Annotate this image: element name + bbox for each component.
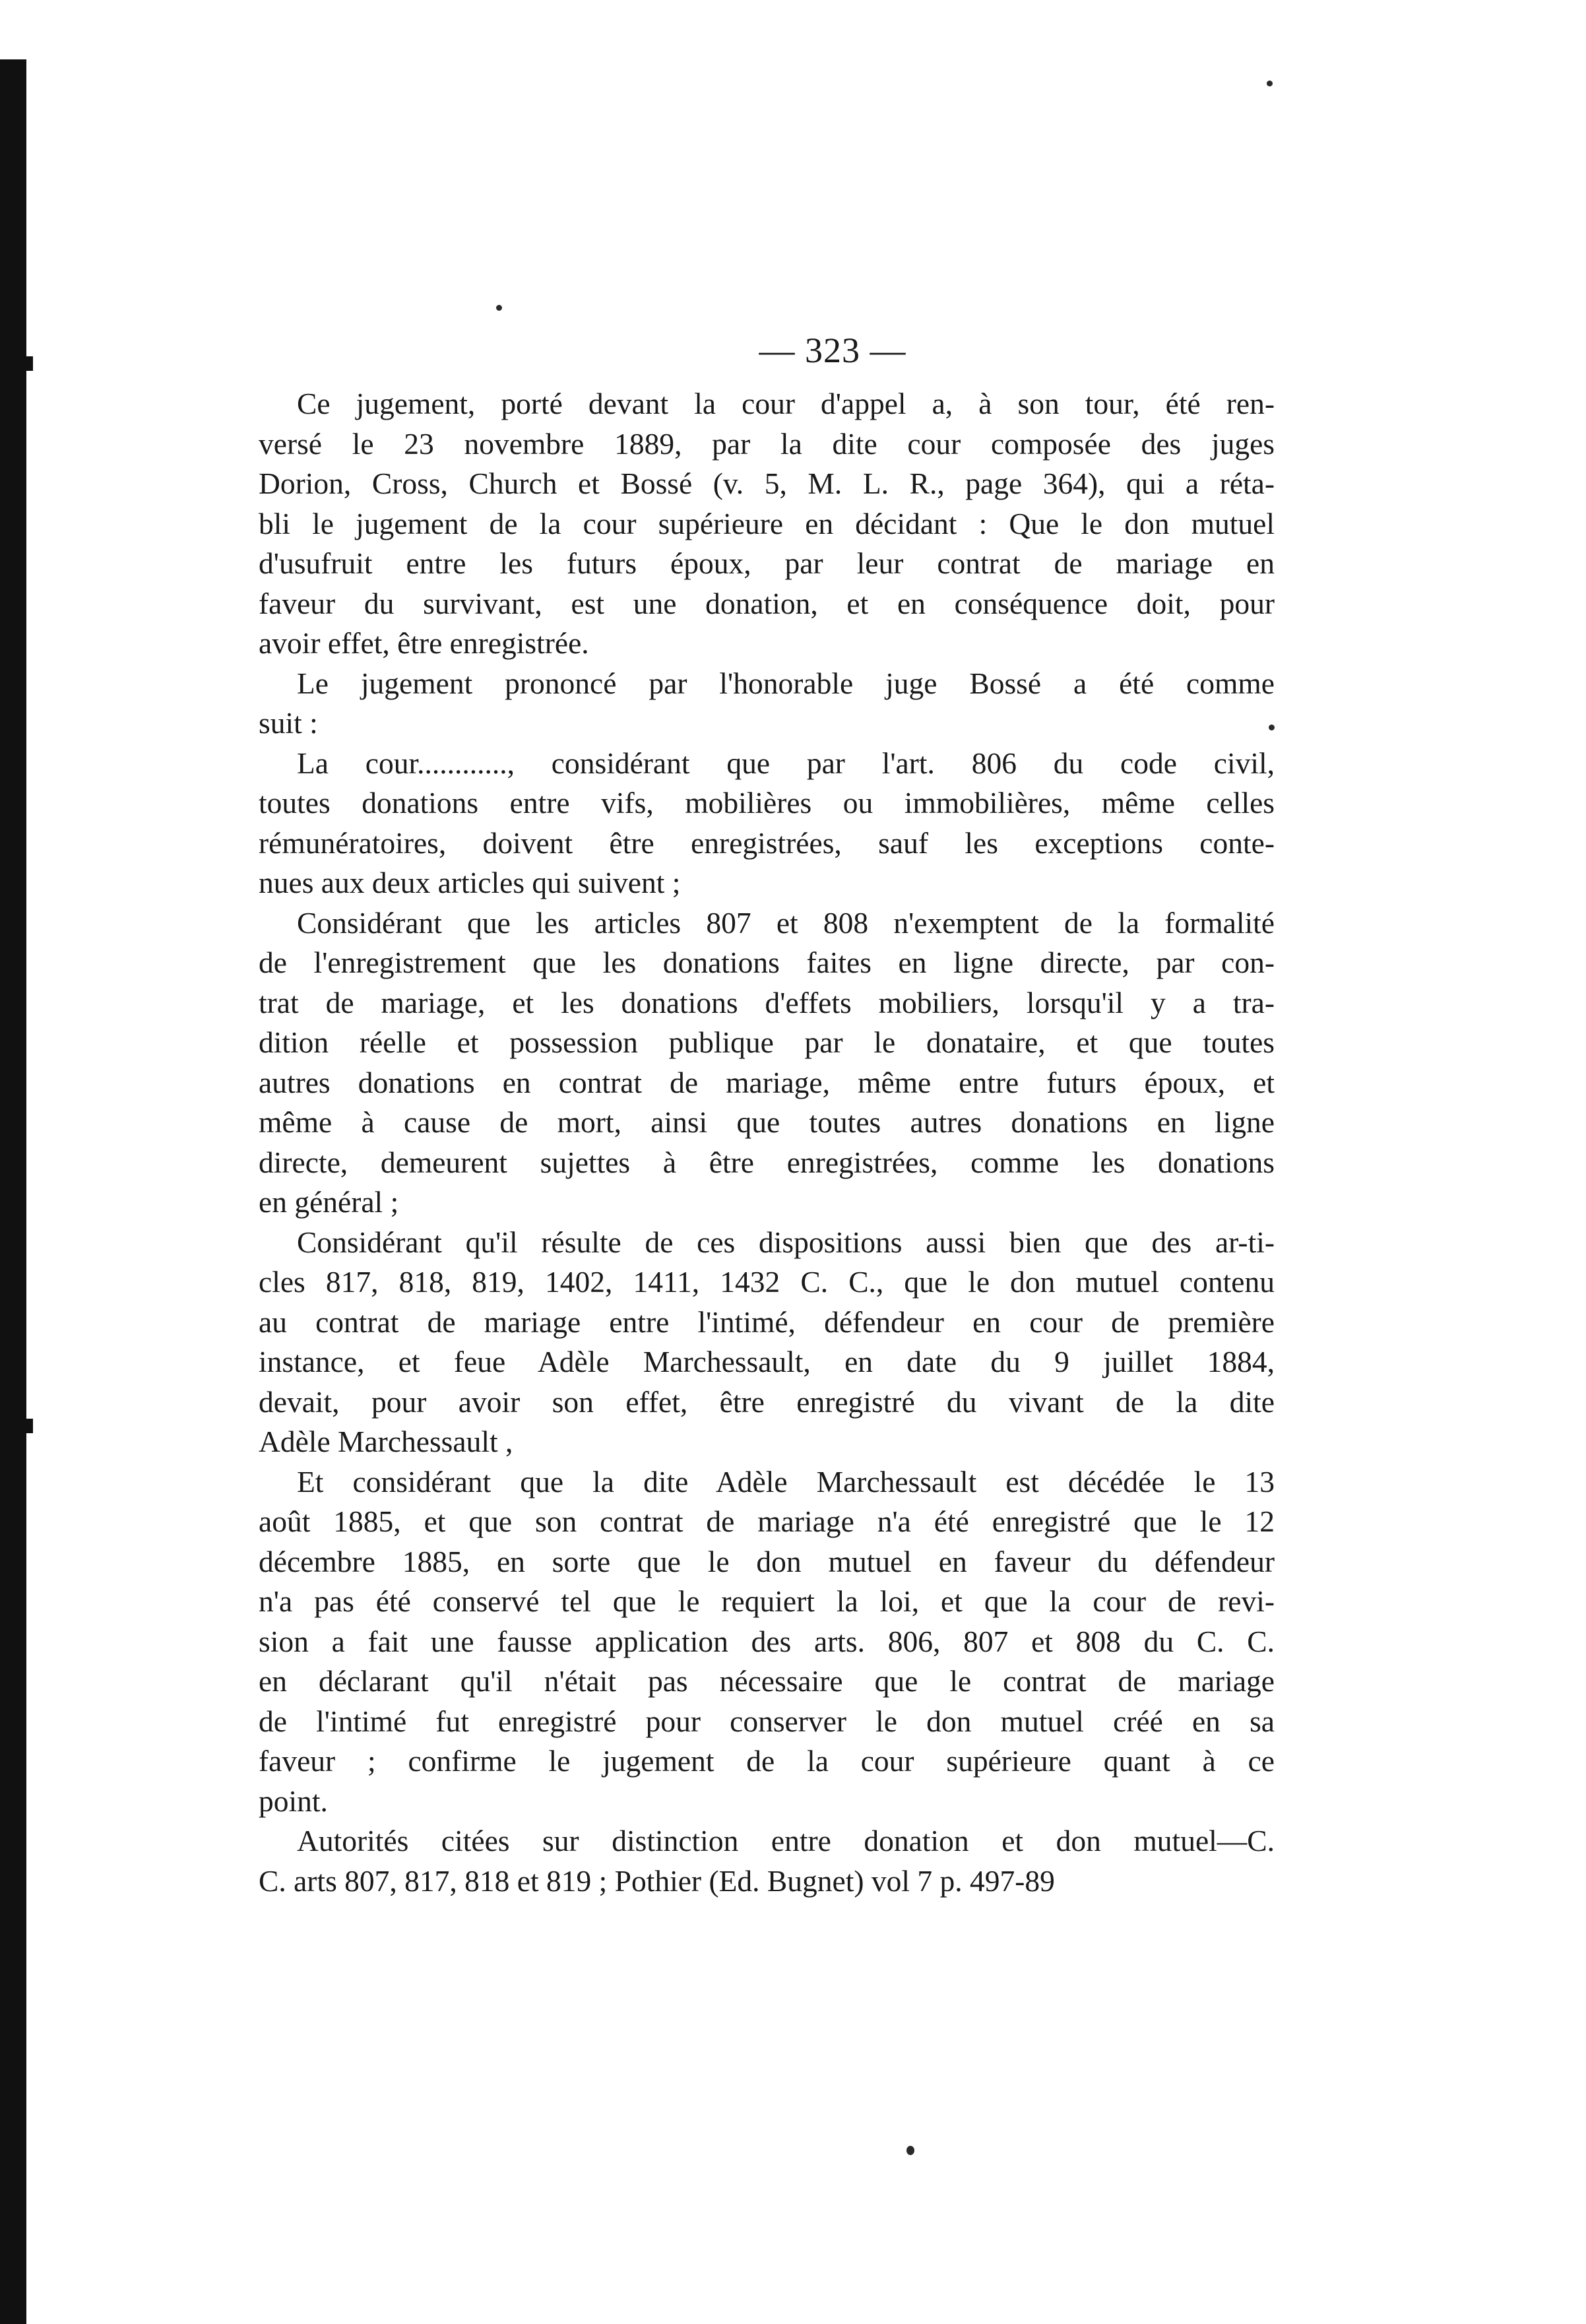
paragraph-p6 xyxy=(259,1462,1275,1822)
text-line: Le jugement prononcé par l'honorable juge Bossé a été comme xyxy=(297,666,1275,700)
text-line: versé le 23 novembre 1889, par la dite cour composée des juges xyxy=(259,426,1275,461)
text-line: août 1885, et que son contrat de mariage n'a été enregistré que le 12 xyxy=(259,1504,1275,1538)
text-line: Adèle Marchessault , xyxy=(259,1425,513,1458)
text-line: Considérant qu'il résulte de ces dispositions aussi bien que des ar-ti- xyxy=(297,1225,1275,1259)
paragraph-p1 xyxy=(259,384,1275,664)
text-line: directe, demeurent sujettes à être enregistrées, comme les donations xyxy=(259,1145,1275,1179)
text-line: Considérant que les articles 807 et 808 n'exemptent de la formalité xyxy=(297,905,1275,940)
text-line: en général ; xyxy=(259,1185,399,1219)
paragraph-p7 xyxy=(259,1821,1275,1901)
text-line: faveur ; confirme le jugement de la cour supérieure quant à ce xyxy=(259,1744,1275,1778)
paragraph-p5 xyxy=(259,1223,1275,1462)
text-line: au contrat de mariage entre l'intimé, défendeur en cour de première xyxy=(259,1305,1275,1339)
text-line: de l'intimé fut enregistré pour conserver le don mutuel créé en sa xyxy=(259,1704,1275,1738)
text-line: point. xyxy=(259,1784,328,1818)
binding-notch-mark xyxy=(24,1419,33,1433)
scan-speck xyxy=(906,2146,914,2155)
text-line: décembre 1885, en sorte que le don mutuel en faveur du défendeur xyxy=(259,1544,1275,1578)
text-line: faveur du survivant, est une donation, et en conséquence doit, pour xyxy=(259,586,1275,620)
text-line: suit : xyxy=(259,706,318,740)
text-line: autres donations en contrat de mariage, même entre futurs époux, et xyxy=(259,1065,1275,1099)
text-line: avoir effet, être enregistrée. xyxy=(259,626,589,660)
text-line: d'usufruit entre les futurs époux, par leur contrat de mariage en xyxy=(259,546,1275,580)
text-line: même à cause de mort, ainsi que toutes autres donations en ligne xyxy=(259,1105,1275,1139)
text-line: instance, et feue Adèle Marchessault, en date du 9 juillet 1884, xyxy=(259,1345,1275,1378)
text-line: trat de mariage, et les donations d'effets mobiliers, lorsqu'il y a tra- xyxy=(259,985,1275,1019)
document-body-text xyxy=(259,384,1275,1901)
text-line: sion a fait une fausse application des arts. 806, 807 et 808 du C. C. xyxy=(259,1624,1275,1658)
text-line: dition réelle et possession publique par le donataire, et que toutes xyxy=(259,1025,1275,1059)
text-line: bli le jugement de la cour supérieure en décidant : Que le don mutuel xyxy=(259,506,1275,540)
text-line: rémunératoires, doivent être enregistrées, sauf les exceptions conte- xyxy=(259,825,1275,860)
text-line: La cour............, considérant que par l'art. 806 du code civil, xyxy=(297,746,1275,780)
text-line: Ce jugement, porté devant la cour d'appel a, à son tour, été ren- xyxy=(297,387,1275,420)
text-line: de l'enregistrement que les donations faites en ligne directe, par con- xyxy=(259,946,1275,979)
text-line: cles 817, 818, 819, 1402, 1411, 1432 C. C., que le don mutuel contenu xyxy=(259,1265,1275,1299)
scan-speck xyxy=(496,305,502,311)
page-number: — 323 — xyxy=(759,331,906,370)
page-binding-edge xyxy=(0,59,26,2324)
text-line: n'a pas été conservé tel que le requiert la loi, et que la cour de revi- xyxy=(259,1584,1275,1618)
text-line: toutes donations entre vifs, mobilières ou immobilières, même celles xyxy=(259,786,1275,820)
text-line: C. arts 807, 817, 818 et 819 ; Pothier (Ed. Bugnet) vol 7 p. 497-89 xyxy=(259,1863,1055,1898)
text-line: devait, pour avoir son effet, être enregistré du vivant de la dite xyxy=(259,1384,1275,1419)
text-line: Et considérant que la dite Adèle Marchessault est décédée le 13 xyxy=(297,1464,1275,1499)
text-line: Autorités citées sur distinction entre donation et don mutuel—C. xyxy=(297,1824,1275,1857)
paragraph-p2 xyxy=(259,664,1275,744)
scan-speck xyxy=(1267,81,1273,86)
paragraph-p4 xyxy=(259,903,1275,1223)
text-line: Dorion, Cross, Church et Bossé (v. 5, M. L. R., page 364), qui a réta- xyxy=(259,467,1275,500)
paragraph-p3 xyxy=(259,744,1275,903)
text-line: en déclarant qu'il n'était pas nécessaire que le contrat de mariage xyxy=(259,1664,1275,1698)
text-line: nues aux deux articles qui suivent ; xyxy=(259,866,681,899)
binding-notch-mark xyxy=(24,356,33,371)
